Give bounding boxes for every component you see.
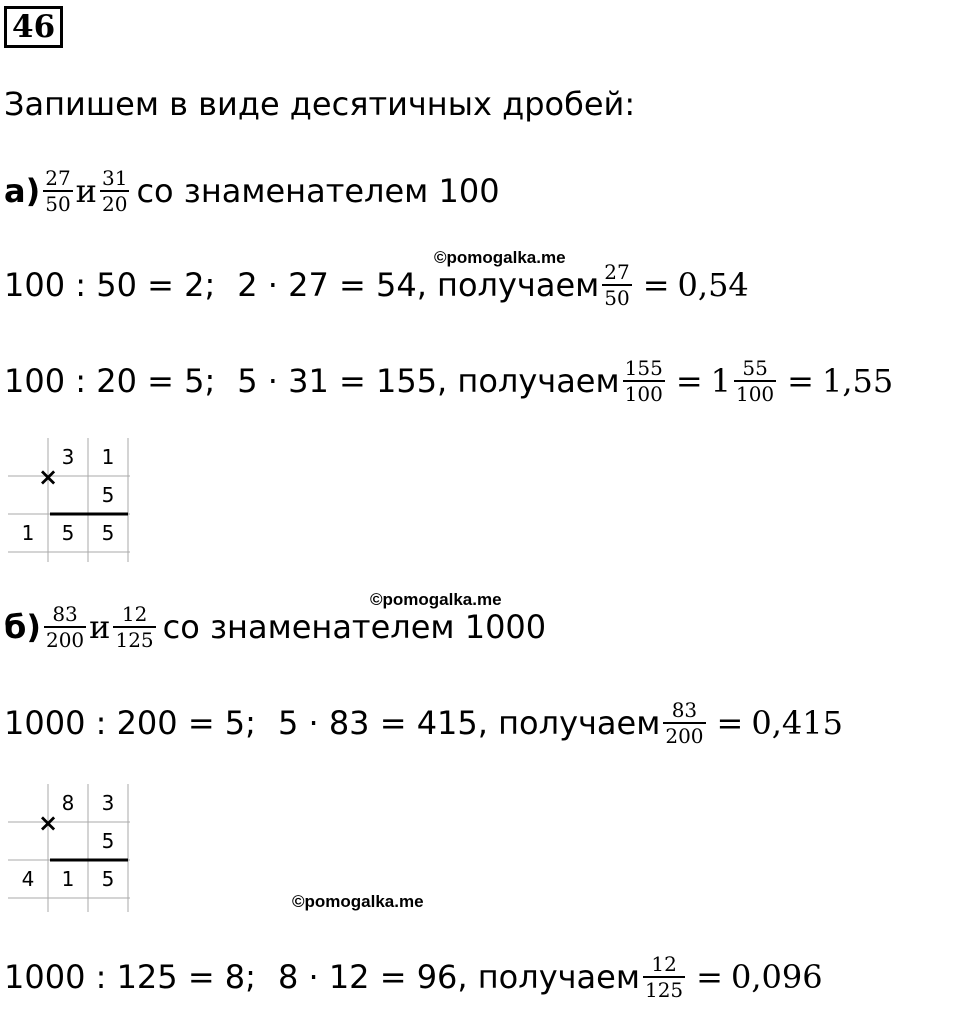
- calc: 8 · 12 = 96, получаем: [277, 958, 640, 996]
- digit: 5: [101, 867, 115, 891]
- numerator: 55: [742, 356, 768, 380]
- equals-sign: =: [675, 362, 703, 400]
- digit: 5: [101, 829, 115, 853]
- conjunction: и: [89, 608, 111, 646]
- digit: 5: [101, 483, 115, 507]
- denominator: 50: [45, 192, 71, 216]
- part-b-tail: со знаменателем 1000: [162, 608, 547, 646]
- numerator: 27: [604, 260, 630, 284]
- fraction: [663, 698, 705, 748]
- result: 1,55: [821, 362, 894, 400]
- result: 0,096: [730, 958, 823, 996]
- digit: 1: [101, 445, 115, 469]
- calc: 2 · 27 = 54, получаем: [237, 266, 600, 304]
- problem-number: 46: [4, 6, 63, 48]
- denominator: 100: [735, 382, 775, 406]
- digit: 3: [101, 791, 115, 815]
- calc: 100 : 50 = 2;: [4, 266, 216, 304]
- numerator: 155: [624, 356, 663, 380]
- fraction: [623, 356, 665, 406]
- fraction: [113, 602, 155, 652]
- denominator: 200: [45, 628, 85, 652]
- result: 0,54: [677, 266, 749, 304]
- whole-part: 1: [710, 362, 731, 400]
- fraction: [602, 260, 631, 310]
- digit: 5: [61, 521, 75, 545]
- equals-sign: =: [696, 958, 723, 996]
- part-b-line2: [4, 952, 823, 1002]
- part-a-tail: со знаменателем 100: [136, 172, 500, 210]
- calc: 100 : 20 = 5;: [4, 362, 216, 400]
- digit: 3: [61, 445, 75, 469]
- calc: 1000 : 200 = 5;: [4, 704, 256, 742]
- denominator: 20: [102, 192, 128, 216]
- digit: 1: [21, 521, 35, 545]
- denominator: 100: [624, 382, 663, 406]
- part-a-line2: [4, 356, 893, 406]
- numerator: 27: [45, 166, 71, 190]
- watermark: ©pomogalka.me: [434, 248, 566, 267]
- numerator: 12: [121, 602, 148, 626]
- part-b-label: б): [4, 608, 41, 646]
- denominator: 200: [665, 724, 704, 748]
- conjunction: и: [75, 172, 97, 210]
- part-b-heading: [4, 602, 546, 652]
- digit: 8: [61, 791, 75, 815]
- digit: 1: [61, 867, 75, 891]
- denominator: 125: [115, 628, 154, 652]
- part-a-heading: [4, 166, 500, 216]
- equals-sign: =: [716, 704, 744, 742]
- equals-sign: =: [787, 362, 814, 400]
- numerator: 12: [651, 952, 677, 976]
- denominator: 125: [644, 978, 684, 1002]
- fraction: [100, 166, 129, 216]
- calc: 5 · 31 = 155, получаем: [237, 362, 620, 400]
- numerator: 83: [671, 698, 698, 722]
- denominator: 50: [604, 286, 630, 310]
- numerator: 83: [52, 602, 78, 626]
- numerator: 31: [102, 166, 128, 190]
- calc: 5 · 83 = 415, получаем: [277, 704, 661, 742]
- digit: 4: [21, 867, 35, 891]
- fraction: [44, 602, 86, 652]
- watermark: ©pomogalka.me: [292, 892, 424, 911]
- part-a-line1: [4, 260, 749, 310]
- calc: 1000 : 125 = 8;: [4, 958, 256, 996]
- part-a-label: а): [4, 172, 41, 210]
- watermark: ©pomogalka.me: [370, 590, 502, 609]
- fraction: [643, 952, 685, 1002]
- result: 0,415: [751, 704, 843, 742]
- part-b-line1: [4, 698, 843, 748]
- fraction: [43, 166, 72, 216]
- intro-text: Запишем в виде десятичных дробей:: [4, 85, 636, 123]
- column-multiplication: [8, 438, 130, 562]
- equals-sign: =: [642, 266, 670, 304]
- multiply-sign: ×: [37, 463, 59, 491]
- multiply-sign: ×: [37, 809, 59, 837]
- digit: 5: [101, 521, 115, 545]
- column-multiplication: [8, 784, 130, 912]
- fraction: [734, 356, 776, 406]
